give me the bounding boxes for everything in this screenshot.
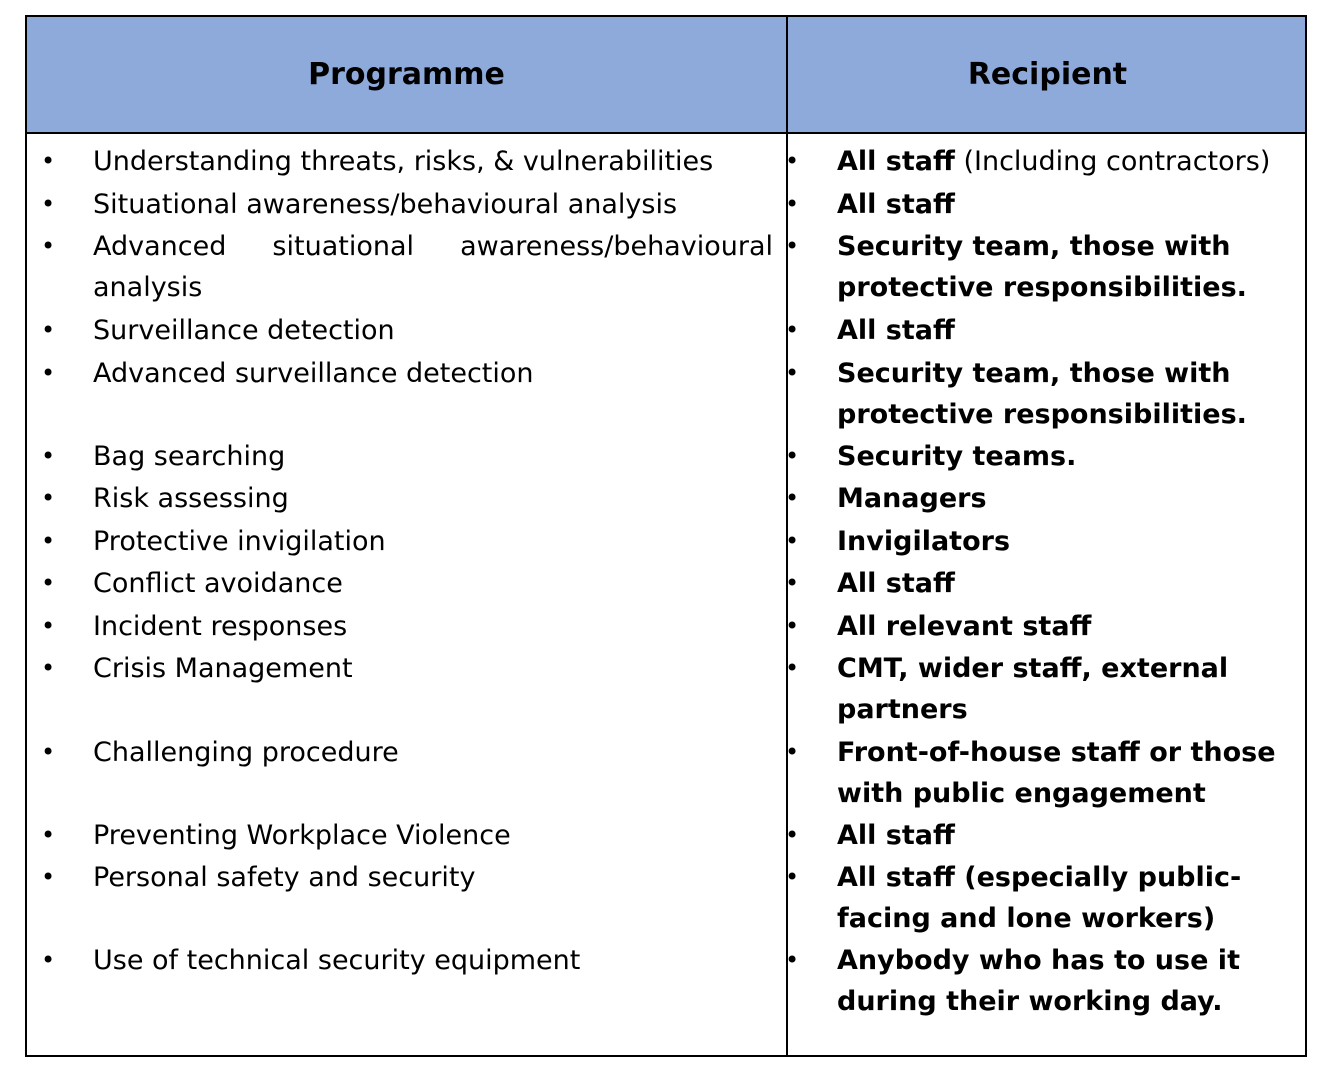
programme-cell: Challenging procedure <box>93 737 399 768</box>
recipient-cell <box>837 353 1297 435</box>
recipient-label: All staff <box>837 146 955 177</box>
recipient-label: Managers <box>837 483 987 514</box>
recipient-label: Front-of-house staff or those with public engagement <box>837 737 1276 809</box>
table-header-row <box>27 17 1305 134</box>
programme-cell: Advanced situational awareness/behavioural analysis <box>93 231 773 303</box>
recipient-label: All staff (especially public-facing and lone workers) <box>837 862 1242 934</box>
bullet-icon: • <box>785 442 800 470</box>
bullet-icon: • <box>41 316 56 344</box>
recipient-cell <box>837 478 1297 519</box>
recipient-cell <box>837 563 1297 604</box>
recipient-cell <box>837 606 1297 647</box>
recipient-label: All staff <box>837 568 955 599</box>
recipient-cell <box>837 226 1297 308</box>
programme-cell: Risk assessing <box>93 483 289 514</box>
recipient-cell <box>837 184 1297 225</box>
recipient-column-header: Recipient <box>967 57 1128 92</box>
programme-cell: Situational awareness/behavioural analysis <box>93 189 678 220</box>
programme-column-header: Programme <box>308 57 505 92</box>
bullet-icon: • <box>41 484 56 512</box>
bullet-icon: • <box>785 147 800 175</box>
bullet-icon: • <box>785 190 800 218</box>
bullet-icon: • <box>41 821 56 849</box>
recipient-label: Security team, those with protective responsibilities. <box>837 358 1247 430</box>
recipient-cell <box>837 310 1297 351</box>
programme-recipient-table <box>25 15 1307 1057</box>
bullet-icon: • <box>41 946 56 974</box>
bullet-icon: • <box>785 863 800 891</box>
recipient-label: All staff <box>837 820 955 851</box>
programme-cell: Protective invigilation <box>93 526 386 557</box>
bullet-icon: • <box>41 612 56 640</box>
programme-cell: Crisis Management <box>93 653 353 684</box>
programme-cell: Understanding threats, risks, & vulnerabilities <box>93 146 714 177</box>
recipient-cell <box>837 648 1297 730</box>
programme-cell: Surveillance detection <box>93 315 395 346</box>
recipient-label: Security teams. <box>837 441 1077 472</box>
recipient-label: All staff <box>837 189 955 220</box>
recipient-cell <box>837 815 1297 856</box>
recipient-label: All staff <box>837 315 955 346</box>
recipient-label: Invigilators <box>837 526 1011 557</box>
programme-cell: Personal safety and security <box>93 862 476 893</box>
bullet-icon: • <box>785 316 800 344</box>
bullet-icon: • <box>785 738 800 766</box>
programme-cell: Conflict avoidance <box>93 568 343 599</box>
bullet-icon: • <box>785 359 800 387</box>
recipient-label: Security team, those with protective responsibilities. <box>837 231 1247 303</box>
recipient-cell <box>837 732 1297 814</box>
bullet-icon: • <box>785 484 800 512</box>
bullet-icon: • <box>41 569 56 597</box>
recipient-label: All relevant staff <box>837 611 1092 642</box>
recipient-cell <box>837 940 1297 1022</box>
bullet-icon: • <box>41 442 56 470</box>
recipient-cell <box>837 521 1297 562</box>
bullet-icon: • <box>41 738 56 766</box>
bullet-icon: • <box>41 190 56 218</box>
bullet-icon: • <box>785 612 800 640</box>
bullet-icon: • <box>785 654 800 682</box>
recipient-cell <box>837 857 1297 939</box>
bullet-icon: • <box>41 654 56 682</box>
bullet-icon: • <box>41 147 56 175</box>
programme-cell: Incident responses <box>93 611 348 642</box>
recipient-cell <box>837 436 1297 477</box>
programme-cell: Bag searching <box>93 441 286 472</box>
bullet-icon: • <box>785 527 800 555</box>
bullet-icon: • <box>41 359 56 387</box>
programme-cell: Use of technical security equipment <box>93 945 581 976</box>
recipient-label: Anybody who has to use it during their working day. <box>837 945 1240 1017</box>
bullet-icon: • <box>41 863 56 891</box>
recipient-note: (Including contractors) <box>954 146 1271 177</box>
bullet-icon: • <box>41 232 56 260</box>
programme-cell: Preventing Workplace Violence <box>93 820 511 851</box>
bullet-icon: • <box>41 527 56 555</box>
bullet-icon: • <box>785 569 800 597</box>
bullet-icon: • <box>785 232 800 260</box>
recipient-label: CMT, wider staff, external partners <box>837 653 1229 725</box>
bullet-icon: • <box>785 821 800 849</box>
programme-cell: Advanced surveillance detection <box>93 358 534 389</box>
bullet-icon: • <box>785 946 800 974</box>
recipient-cell <box>837 141 1297 182</box>
